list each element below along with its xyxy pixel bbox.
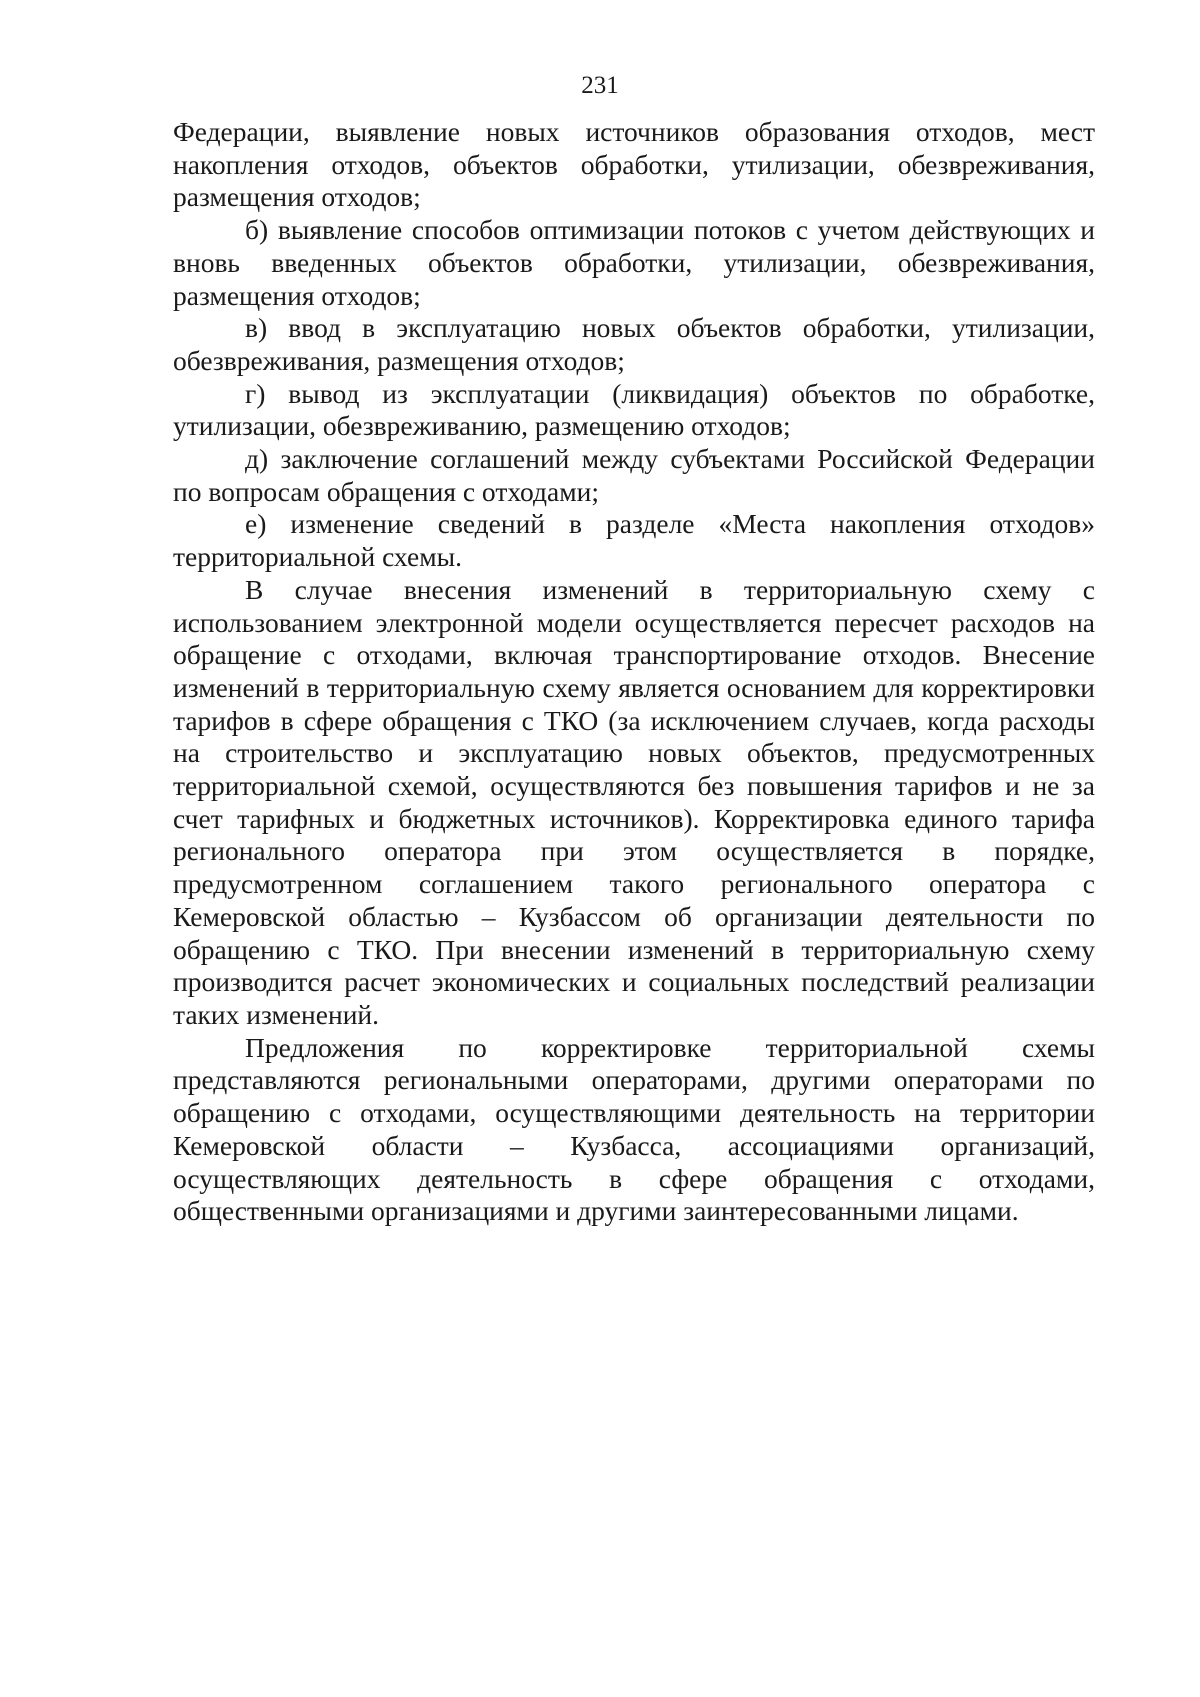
list-item-g: г) вывод из эксплуатации (ликвидация) объектов по обработке, утилизации, обезвреживанию, размещению отходов; xyxy=(173,377,1095,442)
paragraph-proposals: Предложения по корректировке территориальной схемы представляются региональными операторами, другими операторами по обращению с отходами, осуществляющими деятельность на территории Кемеровской области – Кузбасса, ассоциациями организаций, осуществляющих деятельность в сфере обращения с отходами, общественными организациями и другими заинтересованными лицами. xyxy=(173,1031,1095,1227)
paragraph-continuation: Федерации, выявление новых источников образования отходов, мест накопления отходов, объектов обработки, утилизации, обезвреживания, размещения отходов; xyxy=(173,116,1095,213)
page-number: 231 xyxy=(581,72,619,99)
list-item-b: б) выявление способов оптимизации потоков с учетом действующих и вновь введенных объектов обработки, утилизации, обезвреживания, размещения отходов; xyxy=(173,214,1095,311)
list-item-v: в) ввод в эксплуатацию новых объектов обработки, утилизации, обезвреживания, размещения отходов; xyxy=(173,312,1095,376)
list-item-d: д) заключение соглашений между субъектами Российской Федерации по вопросам обращения с отходами; xyxy=(173,443,1095,507)
list-item-e: е) изменение сведений в разделе «Места накопления отходов» территориальной схемы. xyxy=(173,508,1095,573)
document-body xyxy=(173,116,1095,1228)
paragraph-changes: В случае внесения изменений в территориальную схему с использованием электронной модели осуществляется пересчет расходов на обращение с отходами, включая транспортирование отходов. Внесение изменений в территориальную схему является основанием для корректировки тарифов в сфере обращения с ТКО (за исключением случаев, когда расходы на строительство и эксплуатацию новых объектов, предусмотренных территориальной схемой, осуществляются без повышения тарифов и не за счет тарифных и бюджетных источников). Корректировка единого тарифа регионального оператора при этом осуществляется в порядке, предусмотренном соглашением такого регионального оператора с Кемеровской областью – Кузбассом об организации деятельности по обращению с ТКО. При внесении изменений в территориальную схему производится расчет экономических и социальных последствий реализации таких изменений. xyxy=(173,573,1095,1030)
